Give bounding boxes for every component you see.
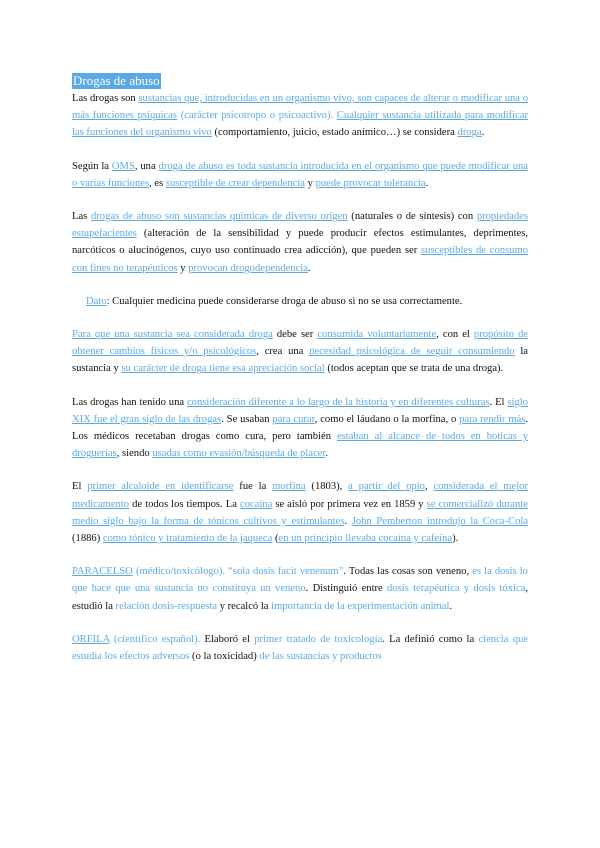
paragraph-history	[72, 394, 528, 463]
text-run: , crea una	[256, 346, 310, 358]
highlighted-text-run: a partir del opio	[348, 481, 425, 493]
highlighted-text-run: (carácter psicotropo o psicoactivo).	[180, 110, 334, 122]
highlighted-text-run: para curar	[272, 413, 315, 425]
highlighted-text-run: propósito de obtener cambios físicos y/o psicológicos	[72, 329, 528, 358]
text-run: ,	[424, 481, 434, 493]
highlighted-text-run: ciencia que estudia los efectos adversos	[72, 633, 528, 663]
text-run: Las drogas son	[72, 93, 139, 104]
highlighted-text-run: Para que una sustancia sea considerada droga	[72, 329, 273, 341]
text-run: (1886)	[72, 533, 103, 545]
paragraph-dato	[72, 293, 528, 310]
text-run: (alteración de la sensibilidad y puede producir efectos estimulantes, deprimentes, narcóticos o alucinógenos, cuyo uso continuado crea adicción), que pueden ser	[72, 228, 528, 257]
highlighted-text-run: en un principio llevaba cocaína y cafeína	[278, 533, 453, 545]
highlighted-text-run: relación dosis-respuesta	[115, 600, 218, 612]
highlighted-text-run: para rendir más	[459, 413, 526, 425]
text-run: .	[449, 600, 453, 612]
text-run: . El	[489, 396, 508, 408]
highlighted-text-run: necesidad psicológica de seguir consumiendo	[309, 346, 515, 358]
highlighted-text-run: puede provocar tolerancia	[315, 177, 426, 189]
highlighted-text-run: OMS	[111, 160, 135, 172]
highlighted-text-run: PARACELSO	[72, 566, 133, 578]
text-run: .	[481, 127, 485, 139]
text-run: Las	[72, 211, 91, 223]
text-run: . Todas las cosas son veneno,	[343, 566, 473, 578]
highlighted-text-run: sustancias que, introducidas en un organismo vivo, son capaces de alterar o modificar una o más funciones psíquicas	[72, 93, 529, 122]
text-run: y recalcó la	[217, 600, 272, 612]
highlighted-text-run: es la dosis lo que hace que una sustancia no constituya un veneno	[72, 566, 528, 595]
text-run: ).	[452, 533, 459, 545]
text-run: Según la	[72, 160, 112, 172]
paragraph-orfila	[72, 631, 528, 665]
paragraph-oms	[72, 158, 528, 192]
highlighted-text-run: Dato	[86, 295, 107, 307]
text-run: Las drogas han tenido una	[72, 396, 187, 408]
paragraph-definition	[72, 90, 528, 142]
text-run: : Cualquier medicina puede considerarse droga de abuso si no se usa correctamente.	[106, 295, 463, 307]
text-run: .	[425, 177, 429, 189]
highlighted-text-run: propiedades estupefacientes	[72, 211, 528, 240]
text-run: Elaboró el	[200, 633, 255, 645]
highlighted-text-run: droga de abuso es toda sustancia introducida en el organismo que puede modificar una o varias funciones	[72, 160, 528, 189]
text-run: (comportamiento, juicio, estado anímico…) se considera	[211, 127, 458, 139]
highlighted-text-run: primer alcaloide en identificarse	[87, 481, 234, 493]
paragraph-paracelso	[72, 563, 528, 615]
highlighted-text-run: estaban al alcance de todos en boticas y droguerías	[72, 431, 528, 460]
text-run: .	[344, 515, 352, 527]
paragraph-consideration	[72, 326, 528, 378]
text-run: debe ser	[272, 329, 318, 341]
highlighted-text-run: John Pemberton introdujo la Coca-Cola	[351, 515, 529, 527]
highlighted-text-run: importancia de la experimentación animal	[271, 600, 450, 612]
paragraph-alkaloids	[72, 478, 528, 547]
text-run: (1803),	[305, 481, 349, 493]
highlighted-text-run: consumida voluntariamente	[317, 329, 437, 341]
highlighted-text-run: consideración diferente a lo largo de la historia y en diferentes culturas	[186, 396, 490, 408]
document-title: Drogas de abuso	[73, 73, 160, 88]
text-run: , estudió la	[72, 583, 529, 612]
paragraph-drugs-of-abuse	[72, 208, 528, 277]
highlighted-text-run: dosis terapéutica y dosis tóxica	[387, 583, 526, 595]
text-run: (o la toxicidad)	[189, 651, 260, 663]
highlighted-text-run: cocaína	[239, 498, 273, 510]
text-run: , como el láudano o la morfina, o	[314, 413, 460, 425]
text-run: .	[307, 262, 311, 274]
text-run: y	[304, 177, 316, 189]
highlighted-text-run: susceptible de crear dependencia	[165, 177, 305, 189]
text-run: . La definió como la	[382, 633, 479, 645]
text-run: El	[72, 481, 88, 493]
text-run: . Los médicos recetaban drogas como cura, pero también	[72, 413, 528, 443]
highlighted-text-run: siglo XIX fue el gran siglo de las drogas	[72, 396, 528, 425]
highlighted-text-run: se comercializó durante medio siglo bajo la forma de tónicos cultivos y estimulantes	[72, 498, 528, 527]
text-run: y	[177, 262, 189, 274]
document-page	[72, 72, 528, 665]
text-run: la sustancia y	[72, 346, 529, 375]
text-run: . Distinguió entre	[305, 583, 388, 595]
text-run: (	[272, 533, 279, 545]
highlighted-text-run: provocan drogodependencia	[188, 262, 308, 274]
text-run: (todos aceptan que se trata de una droga).	[324, 363, 504, 375]
text-run: (naturales o de síntesis) con	[347, 211, 477, 223]
highlighted-text-run: usadas como evasión/búsqueda de placer	[152, 448, 326, 460]
highlighted-text-run: (médico/toxicólogo). “sola dosis facit venenum”	[132, 566, 344, 578]
text-run: de todos los tiempos. La	[129, 498, 240, 510]
highlighted-text-run: considerada el mejor medicamento	[72, 481, 528, 510]
text-run: se aisló por primera vez en 1859 y	[272, 498, 427, 510]
highlighted-text-run: (científico español).	[109, 633, 201, 645]
text-run: , una	[134, 160, 159, 172]
highlighted-text-run: de las sustancias y productos	[259, 651, 382, 663]
text-run: .	[325, 448, 328, 460]
text-run: . Se usaban	[221, 413, 273, 425]
highlighted-text-run: morfina	[272, 481, 306, 493]
text-run: fue la	[233, 481, 273, 493]
highlighted-text-run: droga	[457, 127, 482, 139]
highlighted-text-run: primer tratado de toxicología	[254, 633, 383, 645]
highlighted-text-run: Cualquier sustancia utilizada para modificar las funciones del organismo vivo	[72, 110, 528, 139]
highlighted-text-run: como tónico y tratamiento de la jaqueca	[102, 533, 273, 545]
highlighted-text-run: susceptibles de consumo con fines no terapéuticos	[72, 245, 528, 274]
highlighted-text-run: drogas de abuso son sustancias químicas de diverso origen	[90, 211, 348, 223]
text-run: , es	[149, 177, 166, 189]
text-run: , con el	[436, 329, 474, 341]
highlighted-text-run: su carácter de droga tiene esa apreciación social	[121, 363, 325, 375]
text-run: , siendo	[116, 448, 153, 460]
highlighted-text-run: ORFILA	[72, 633, 110, 645]
